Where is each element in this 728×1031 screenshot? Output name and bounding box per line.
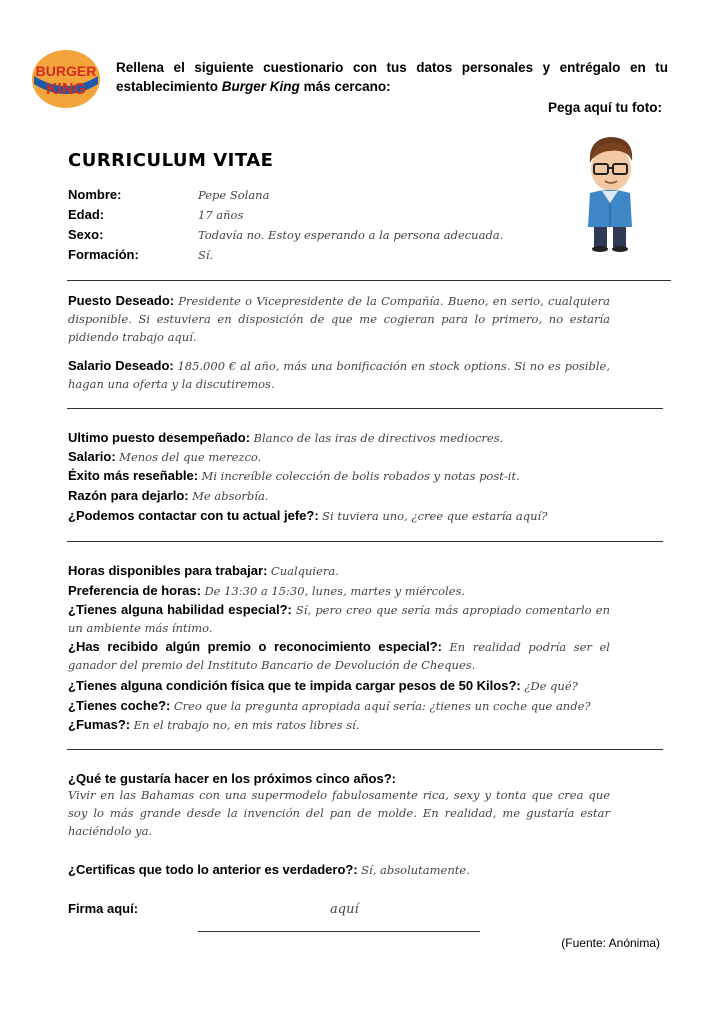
value-horas: Cualquiera. bbox=[270, 564, 339, 578]
value-future: Vivir en las Bahamas con una supermodelo fabulosamente rica, sexy y tonta que crea que soy lo más grande desde la invención del pan de molde. En realidad, me gustaría estar haciéndolo ya. bbox=[68, 788, 610, 838]
photo-label: Pega aquí tu foto: bbox=[548, 100, 662, 115]
value-fumas: En el trabajo no, en mis ratos libres sí. bbox=[133, 718, 360, 732]
personal-row-formacion bbox=[68, 246, 610, 264]
value-preferencia: De 13:30 a 15:30, lunes, martes y miércoles. bbox=[204, 584, 466, 598]
personal-row-sex bbox=[68, 226, 610, 244]
logo-line1: BURGER bbox=[35, 63, 97, 79]
exito-row bbox=[68, 467, 610, 485]
signature-line bbox=[198, 931, 480, 932]
fumas-row bbox=[68, 716, 610, 734]
page-title: CURRICULUM VITAE bbox=[68, 150, 274, 171]
label-sexo: Sexo: bbox=[68, 227, 104, 242]
source-note: (Fuente: Anónima) bbox=[561, 936, 660, 950]
intro-text-b: más cercano: bbox=[299, 79, 391, 94]
salario-row bbox=[68, 448, 610, 466]
value-sexo: Todavía no. Estoy esperando a la persona adecuada. bbox=[198, 228, 504, 242]
value-nombre: Pepe Solana bbox=[198, 188, 270, 202]
divider bbox=[67, 749, 663, 750]
label-edad: Edad: bbox=[68, 207, 105, 222]
premio-block bbox=[68, 638, 610, 674]
value-coche: Creo que la pregunta apropiada aquí sería: ¿tienes un coche que ande? bbox=[173, 699, 591, 713]
intro-brand: Burger King bbox=[221, 79, 300, 94]
label-razon: Razón para dejarlo: bbox=[68, 488, 189, 503]
value-jefe: Si tuviera uno, ¿cree que estaría aquí? bbox=[322, 509, 548, 523]
label-ultimo-puesto: Ultimo puesto desempeñado: bbox=[68, 430, 251, 445]
value-salario: Menos del que merezco. bbox=[119, 450, 262, 464]
label-nombre: Nombre: bbox=[68, 187, 122, 202]
ultimo-puesto-row bbox=[68, 429, 610, 447]
label-formacion: Formación: bbox=[68, 247, 139, 262]
cert-row bbox=[68, 861, 610, 879]
fisica-row bbox=[68, 677, 610, 695]
label-premio: ¿Has recibido algún premio o reconocimiento especial?: bbox=[68, 639, 442, 654]
puesto-block bbox=[68, 292, 610, 346]
label-salario: Salario: bbox=[68, 449, 116, 464]
value-fisica: ¿De qué? bbox=[524, 679, 578, 693]
label-coche: ¿Tienes coche?: bbox=[68, 698, 171, 713]
divider bbox=[67, 408, 663, 409]
value-ultimo-puesto: Blanco de las iras de directivos mediocres. bbox=[253, 431, 504, 445]
label-puesto: Puesto Deseado: bbox=[68, 293, 175, 308]
preferencia-row bbox=[68, 582, 610, 600]
future-answer bbox=[68, 786, 610, 840]
value-firma: aquí bbox=[330, 902, 359, 917]
label-exito: Éxito más reseñable: bbox=[68, 468, 199, 483]
salario-deseado-block bbox=[68, 357, 610, 393]
divider bbox=[67, 541, 663, 542]
value-edad: 17 años bbox=[198, 208, 244, 222]
habilidad-block bbox=[68, 601, 610, 637]
label-fisica: ¿Tienes alguna condición física que te impida cargar pesos de 50 Kilos?: bbox=[68, 678, 521, 693]
label-habilidad: ¿Tienes alguna habilidad especial?: bbox=[68, 602, 292, 617]
divider bbox=[67, 280, 671, 281]
value-habilidad: Sí, pero creo que sería más apropiado comentarlo en un ambiente más íntimo. bbox=[68, 603, 610, 635]
label-cert: ¿Certificas que todo lo anterior es verdadero?: bbox=[68, 862, 358, 877]
label-firma: Firma aquí: bbox=[68, 901, 139, 916]
firma-row bbox=[68, 900, 610, 918]
value-puesto: Presidente o Vicepresidente de la Compañía. Bueno, en serio, cualquiera disponible. Si estuviera en disposición de que me cogieran para lo primero, no estaría pidiendo trabajo aquí. bbox=[68, 294, 610, 344]
label-future: ¿Qué te gustaría hacer en los próximos cinco años?: bbox=[68, 771, 396, 786]
logo-line2: KING bbox=[46, 81, 86, 98]
jefe-row bbox=[68, 507, 610, 525]
burger-king-logo bbox=[30, 48, 102, 110]
horas-row bbox=[68, 562, 610, 580]
value-cert: Sí, absolutamente. bbox=[361, 863, 470, 877]
value-salario-deseado: 185.000 € al año, más una bonificación en stock options. Si no es posible, hagan una oferta y la discutiremos. bbox=[68, 359, 610, 391]
coche-row bbox=[68, 697, 610, 715]
label-fumas: ¿Fumas?: bbox=[68, 717, 131, 732]
value-exito: Mi increíble colección de bolis robados y notas post-it. bbox=[201, 469, 520, 483]
personal-row-name bbox=[68, 186, 610, 204]
personal-row-age bbox=[68, 206, 610, 224]
label-jefe: ¿Podemos contactar con tu actual jefe?: bbox=[68, 508, 319, 523]
label-horas: Horas disponibles para trabajar: bbox=[68, 563, 268, 578]
label-salario-deseado: Salario Deseado: bbox=[68, 358, 174, 373]
intro-text bbox=[116, 58, 668, 96]
value-formacion: Sí. bbox=[198, 248, 214, 262]
value-premio: En realidad podría ser el ganador del premio del Instituto Bancario de Devolución de Cheques. bbox=[68, 640, 610, 672]
razon-row bbox=[68, 487, 610, 505]
label-preferencia: Preferencia de horas: bbox=[68, 583, 201, 598]
value-razon: Me absorbía. bbox=[192, 489, 269, 503]
intro-text-a: Rellena el siguiente cuestionario con tus datos personales y entrégalo en tu establecimiento bbox=[116, 60, 668, 94]
